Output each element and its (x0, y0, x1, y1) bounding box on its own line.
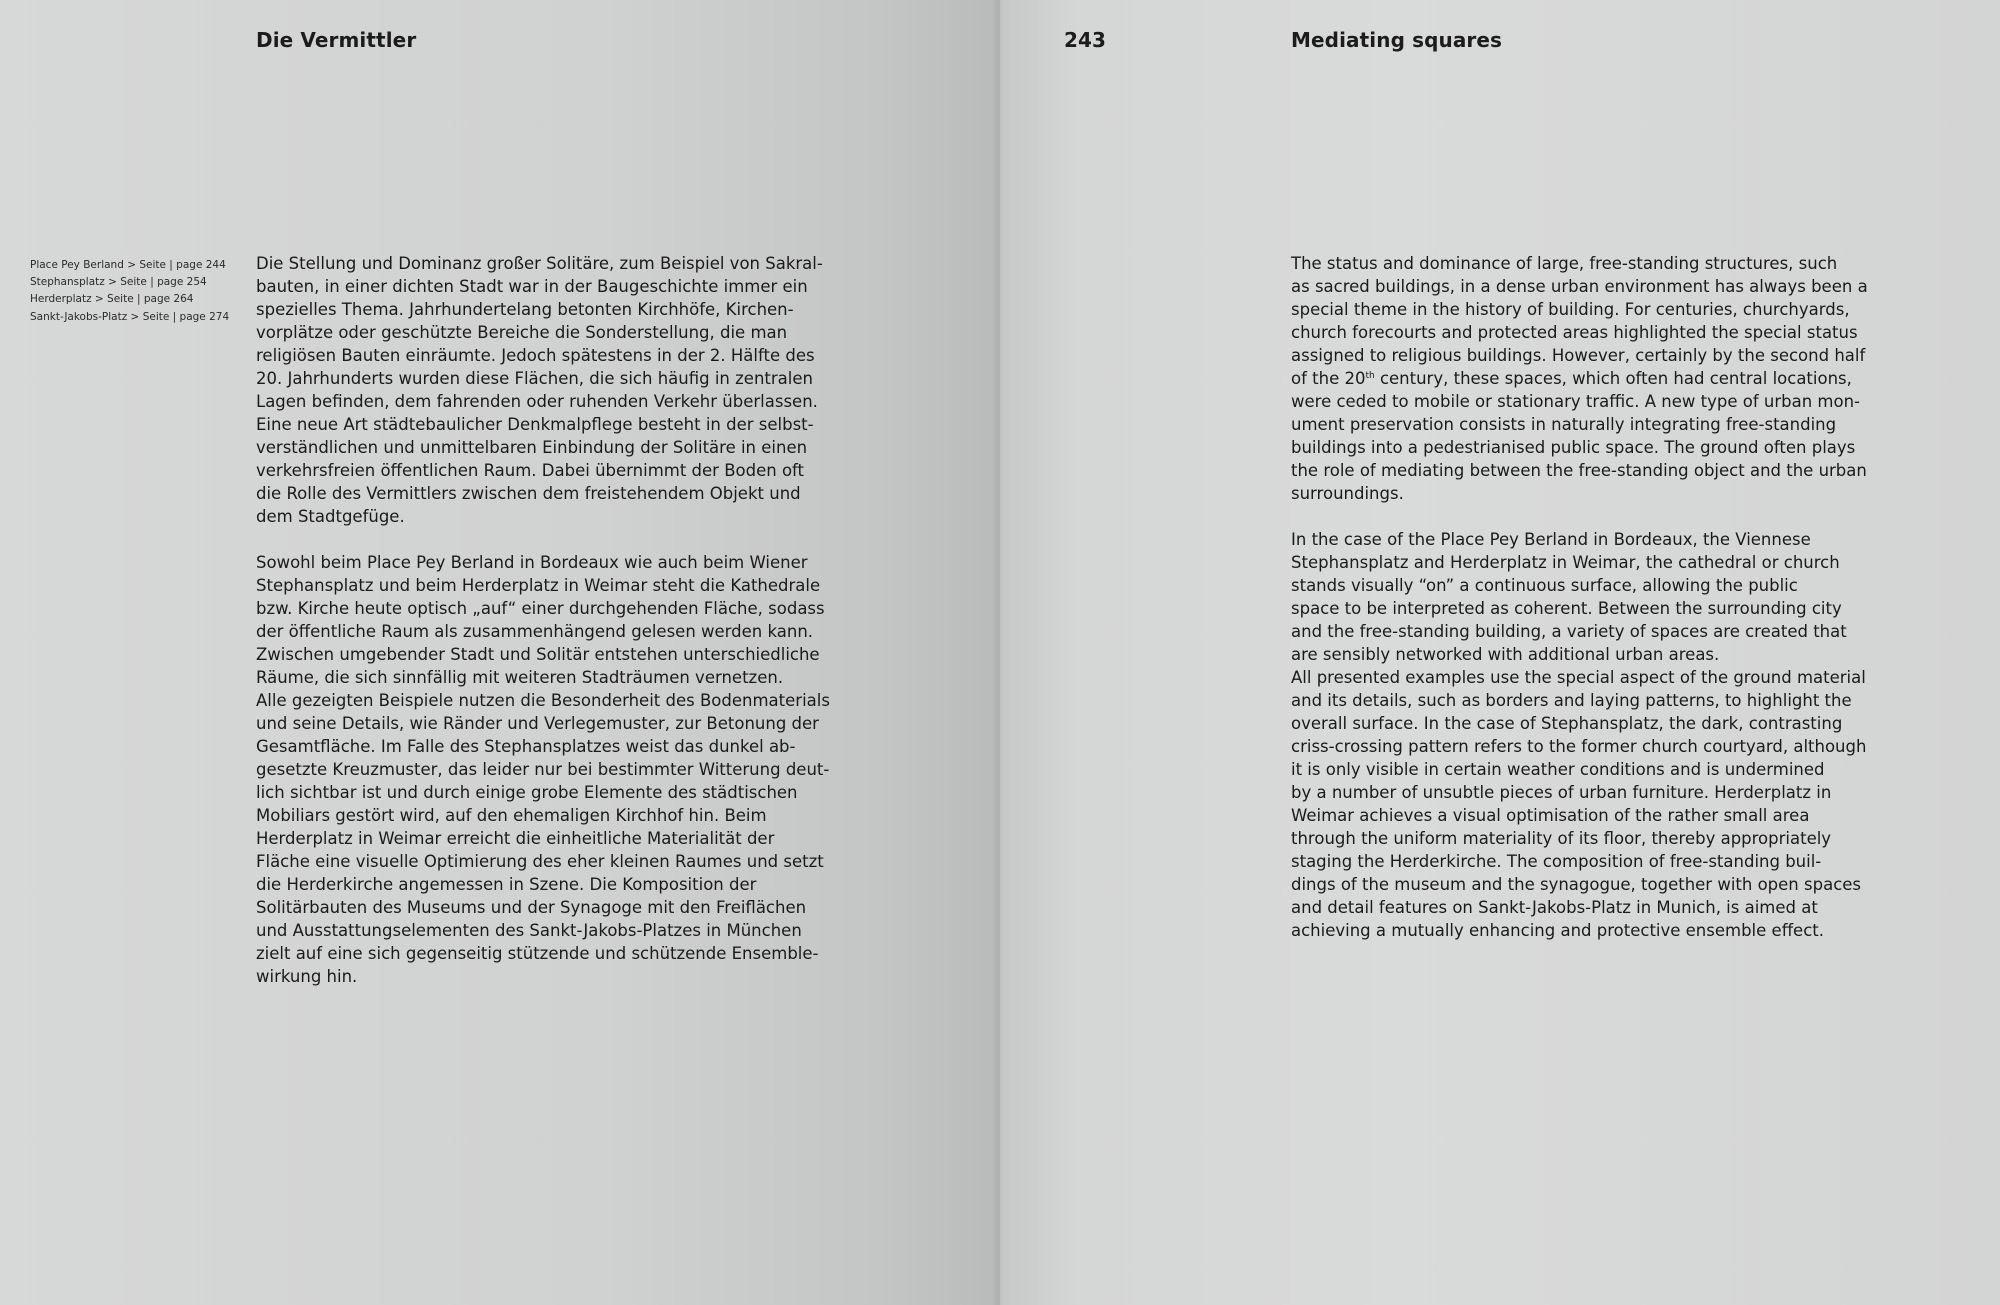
text-line: Gesamtfläche. Im Falle des Stephansplatzes weist das dunkel ab- (256, 737, 796, 756)
text-line: The status and dominance of large, free-standing structures, such (1291, 254, 1838, 273)
text-line: verständlichen und unmittelbaren Einbindung der Solitäre in einen (256, 438, 808, 457)
text-line: and the free-standing building, a variety of spaces are created that (1291, 622, 1847, 641)
text-line: space to be interpreted as coherent. Between the surrounding city (1291, 599, 1842, 618)
text-line: In the case of the Place Pey Berland in Bordeaux, the Viennese (1291, 530, 1811, 549)
cross-reference-list (30, 257, 230, 326)
english-paragraph-2 (1291, 528, 1871, 942)
text-line: vorplätze oder geschützte Bereiche die Sonderstellung, die man (256, 323, 788, 342)
book-spine (992, 0, 1004, 1305)
text-line: Eine neue Art städtebaulicher Denkmalpflege besteht in der selbst- (256, 415, 814, 434)
text-line: Stephansplatz und beim Herderplatz in Weimar steht die Kathedrale (256, 576, 821, 595)
text-line: und Ausstattungselementen des Sankt-Jakobs-Platzes in München (256, 921, 802, 940)
text-line: Die Stellung und Dominanz großer Solitäre, zum Beispiel von Sakral- (256, 254, 823, 273)
text-line: the role of mediating between the free-standing object and the urban (1291, 461, 1867, 480)
text-line: and its details, such as borders and laying patterns, to highlight the (1291, 691, 1852, 710)
text-line: ument preservation consists in naturally integrating free-standing (1291, 415, 1837, 434)
text-line: und seine Details, wie Ränder und Verlegemuster, zur Betonung der (256, 714, 819, 733)
text-line: are sensibly networked with additional urban areas. (1291, 645, 1720, 664)
text-line: and detail features on Sankt-Jakobs-Platz in Munich, is aimed at (1291, 898, 1818, 917)
text-line: Solitärbauten des Museums und der Synagoge mit den Freiflächen (256, 898, 807, 917)
text-line: bauten, in einer dichten Stadt war in der Baugeschichte immer ein (256, 277, 808, 296)
text-line: buildings into a pedestrianised public space. The ground often plays (1291, 438, 1856, 457)
text-line: dings of the museum and the synagogue, together with open spaces (1291, 875, 1862, 894)
text-line: were ceded to mobile or stationary traffic. A new type of urban mon- (1291, 392, 1860, 411)
text-line: die Rolle des Vermittlers zwischen dem freistehendem Objekt und (256, 484, 801, 503)
text-line: as sacred buildings, in a dense urban environment has always been a (1291, 277, 1868, 296)
text-line (1291, 367, 1871, 390)
superscript: th (1365, 371, 1375, 381)
text-line: lich sichtbar ist und durch einige grobe Elemente des städtischen (256, 783, 798, 802)
text-line: spezielles Thema. Jahrhundertelang betonten Kirchhöfe, Kirchen- (256, 300, 794, 319)
text-line: Weimar achieves a visual optimisation of the rather small area (1291, 806, 1810, 825)
text-line: der öffentliche Raum als zusammenhängend gelesen werden kann. (256, 622, 814, 641)
text-line: Sowohl beim Place Pey Berland in Bordeaux wie auch beim Wiener (256, 553, 808, 572)
cross-reference-item: Herderplatz > Seite | page 264 (30, 293, 194, 306)
text-fragment: century, these spaces, which often had central locations, (1374, 369, 1852, 388)
right-page-title: Mediating squares (1291, 28, 1503, 52)
english-text-column (1291, 252, 1871, 942)
text-line: Herderplatz in Weimar erreicht die einheitliche Materialität der (256, 829, 775, 848)
text-line: Mobiliars gestört wird, auf den ehemaligen Kirchhof hin. Beim (256, 806, 767, 825)
text-line: stands visually “on” a continuous surface, allowing the public (1291, 576, 1798, 595)
text-line: church forecourts and protected areas highlighted the special status (1291, 323, 1858, 342)
text-line: Räume, die sich sinnfällig mit weiteren Stadträumen vernetzen. (256, 668, 784, 687)
page-number: 243 (1064, 28, 1107, 52)
text-line: die Herderkirche angemessen in Szene. Die Komposition der (256, 875, 757, 894)
text-line: gesetzte Kreuzmuster, das leider nur bei bestimmter Witterung deut- (256, 760, 830, 779)
text-line: bzw. Kirche heute optisch „auf“ einer durchgehenden Fläche, sodass (256, 599, 825, 618)
text-line: by a number of unsubtle pieces of urban furniture. Herderplatz in (1291, 783, 1832, 802)
text-line: special theme in the history of building. For centuries, churchyards, (1291, 300, 1850, 319)
left-page-title: Die Vermittler (256, 28, 417, 52)
text-line: 20. Jahrhunderts wurden diese Flächen, die sich häufig in zentralen (256, 369, 813, 388)
text-line: Alle gezeigten Beispiele nutzen die Besonderheit des Bodenmaterials (256, 691, 830, 710)
text-line: staging the Herderkirche. The composition of free-standing buil- (1291, 852, 1822, 871)
german-paragraph-1 (256, 252, 836, 528)
text-line: achieving a mutually enhancing and protective ensemble effect. (1291, 921, 1824, 940)
text-line: criss-crossing pattern refers to the former church courtyard, although (1291, 737, 1867, 756)
cross-reference-item: Stephansplatz > Seite | page 254 (30, 276, 207, 289)
text-line: through the uniform materiality of its floor, thereby appropriately (1291, 829, 1832, 848)
text-line: overall surface. In the case of Stephansplatz, the dark, contrasting (1291, 714, 1843, 733)
text-line: Stephansplatz and Herderplatz in Weimar, the cathedral or church (1291, 553, 1840, 572)
text-line: wirkung hin. (256, 967, 358, 986)
cross-reference-item: Place Pey Berland > Seite | page 244 (30, 259, 226, 271)
text-line: Fläche eine visuelle Optimierung des eher kleinen Raumes und setzt (256, 852, 824, 871)
text-line: surroundings. (1291, 484, 1404, 503)
text-line: Zwischen umgebender Stadt und Solitär entstehen unterschiedliche (256, 645, 820, 664)
text-line: dem Stadtgefüge. (256, 507, 405, 526)
text-fragment: of the 20 (1291, 369, 1366, 388)
text-line: it is only visible in certain weather conditions and is undermined (1291, 760, 1825, 779)
text-line: assigned to religious buildings. However, certainly by the second half (1291, 346, 1866, 365)
german-paragraph-2 (256, 551, 836, 988)
text-line: All presented examples use the special aspect of the ground material (1291, 668, 1866, 687)
text-line: religiösen Bauten einräumte. Jedoch spätestens in der 2. Hälfte des (256, 346, 815, 365)
cross-reference-item: Sankt-Jakobs-Platz > Seite | page 274 (30, 310, 230, 323)
text-line: zielt auf eine sich gegenseitig stützende und schützende Ensemble- (256, 944, 819, 963)
english-paragraph-1 (1291, 252, 1871, 505)
text-line: Lagen befinden, dem fahrenden oder ruhenden Verkehr überlassen. (256, 392, 818, 411)
german-text-column (256, 252, 836, 988)
text-line: verkehrsfreien öffentlichen Raum. Dabei übernimmt der Boden oft (256, 461, 805, 480)
